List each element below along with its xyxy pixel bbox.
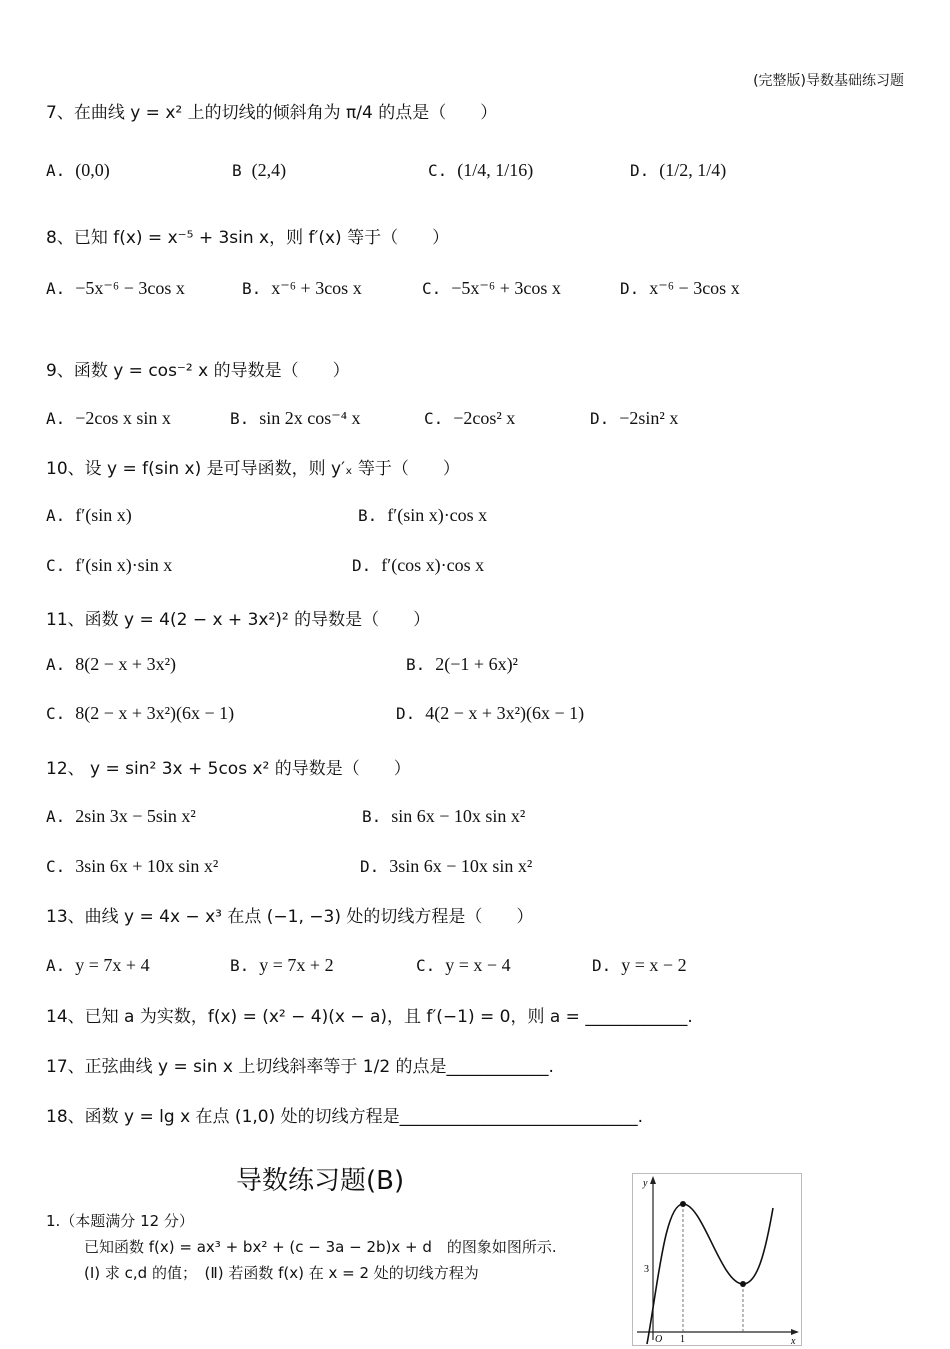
y-axis-arrow: [650, 1176, 656, 1184]
q10-stem: 10、设 y = f(sin x) 是可导函数，则 y′ₓ 等于（ ）: [46, 459, 460, 479]
origin-label: O: [655, 1334, 663, 1345]
b-q1-line1: 已知函数 f(x) = ax³ + bx² + (c − 3a − 2b)x + d 的图象如图所示.: [84, 1238, 557, 1256]
q13-option-c: C. y = x − 4: [416, 955, 511, 975]
q12-option-a: A. 2sin 3x − 5sin x²: [46, 806, 196, 826]
q8-stem: 8、已知 f(x) = x⁻⁵ + 3sin x，则 f′(x) 等于（ ）: [46, 228, 450, 248]
x-axis-arrow: [791, 1329, 799, 1335]
y-tick-label: 3: [644, 1264, 649, 1275]
q10-option-a: A. f′(sin x): [46, 505, 132, 525]
q12-option-b: B. sin 6x − 10x sin x²: [362, 806, 526, 826]
function-graph-svg: [633, 1174, 801, 1345]
x-tick-label: 1: [680, 1334, 685, 1345]
q13-stem: 13、曲线 y = 4x − x³ 在点 (−1, −3) 处的切线方程是（ ）: [46, 907, 534, 927]
q8-option-d: D. x⁻⁶ − 3cos x: [620, 278, 740, 298]
cubic-curve: [647, 1204, 773, 1344]
q7-option-d: D. (1/2, 1/4): [630, 160, 727, 180]
y-axis-label: y: [643, 1178, 648, 1189]
b-q1-heading: 1.（本题满分 12 分）: [46, 1212, 194, 1230]
b-q1-line2: (Ⅰ) 求 c,d 的值； (Ⅱ) 若函数 f(x) 在 x = 2 处的切线方程为: [84, 1264, 479, 1282]
q13-option-b: B. y = 7x + 2: [230, 955, 334, 975]
q9-option-d: D. −2sin² x: [590, 408, 679, 428]
x-axis-label: x: [791, 1336, 796, 1345]
q18-stem: 18、函数 y = lg x 在点 (1,0) 处的切线方程是____________________________.: [46, 1107, 644, 1127]
q7-option-a: A. (0,0): [46, 160, 110, 180]
q13-option-d: D. y = x − 2: [592, 955, 687, 975]
q11-stem: 11、函数 y = 4(2 − x + 3x²)² 的导数是（ ）: [46, 610, 431, 630]
q13-option-a: A. y = 7x + 4: [46, 955, 150, 975]
q11-option-d: D. 4(2 − x + 3x²)(6x − 1): [396, 703, 585, 723]
q11-option-c: C. 8(2 − x + 3x²)(6x − 1): [46, 703, 235, 723]
q9-option-c: C. −2cos² x: [424, 408, 516, 428]
q9-option-a: A. −2cos x sin x: [46, 408, 171, 428]
local-min-point: [740, 1281, 746, 1287]
q7-option-b: B (2,4): [232, 160, 287, 180]
q10-option-c: C. f′(sin x)·sin x: [46, 555, 173, 575]
q12-option-d: D. 3sin 6x − 10x sin x²: [360, 856, 533, 876]
q12-option-c: C. 3sin 6x + 10x sin x²: [46, 856, 219, 876]
section-title: 导数练习题(B): [236, 1166, 405, 1196]
function-graph: [632, 1173, 802, 1346]
q8-option-a: A. −5x⁻⁶ − 3cos x: [46, 278, 185, 298]
q11-option-b: B. 2(−1 + 6x)²: [406, 654, 518, 674]
q17-stem: 17、正弦曲线 y = sin x 上切线斜率等于 1/2 的点是____________.: [46, 1057, 554, 1077]
page-header: (完整版)导数基础练习题: [753, 73, 904, 89]
q7-option-c: C. (1/4, 1/16): [428, 160, 534, 180]
q9-option-b: B. sin 2x cos⁻⁴ x: [230, 408, 361, 428]
q14-stem: 14、已知 a 为实数，f(x) = (x² − 4)(x − a)，且 f′(−1) = 0，则 a = ____________.: [46, 1007, 693, 1027]
q7-stem: 7、在曲线 y = x² 上的切线的倾斜角为 π/4 的点是（ ）: [46, 103, 498, 123]
q8-option-c: C. −5x⁻⁶ + 3cos x: [422, 278, 561, 298]
local-max-point: [680, 1201, 686, 1207]
q10-option-d: D. f′(cos x)·cos x: [352, 555, 485, 575]
q9-stem: 9、函数 y = cos⁻² x 的导数是（ ）: [46, 361, 350, 381]
q11-option-a: A. 8(2 − x + 3x²): [46, 654, 176, 674]
q8-option-b: B. x⁻⁶ + 3cos x: [242, 278, 362, 298]
q10-option-b: B. f′(sin x)·cos x: [358, 505, 488, 525]
q12-stem: 12、 y = sin² 3x + 5cos x² 的导数是（ ）: [46, 759, 411, 779]
